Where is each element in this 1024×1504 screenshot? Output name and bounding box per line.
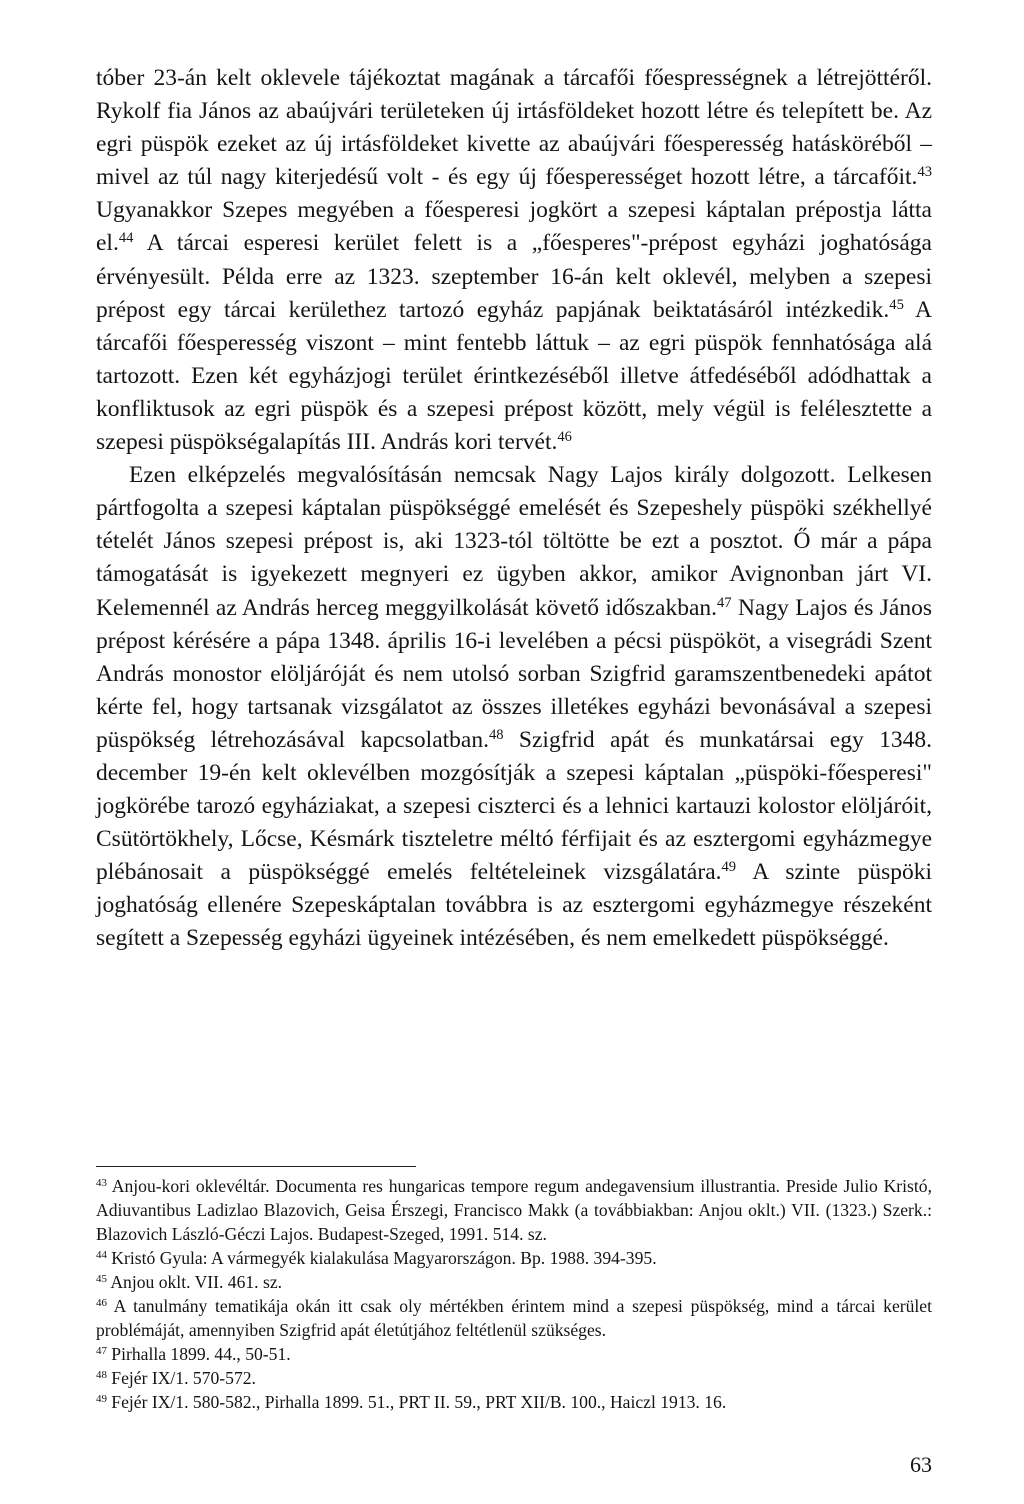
footnote-text: Anjou-kori oklevéltár. Documenta res hungaricas tempore regum andegavensium illustrantia. Preside Julio Kristó, Adiuvantibus Ladizlao Blazovich, Geisa Érszegi, Francisco Makk (a továbbiakban: Anjou oklt.) VII. (1323.) Szerk.: Blazovich László-Géczi Lajos. Budapest-Szeged, 1991. 514. sz. [96,1176,932,1244]
footnote-text: Pirhalla 1899. 44., 50-51. [106,1344,291,1364]
footnote-text: Kristó Gyula: A vármegyék kialakulása Magyarországon. Bp. 1988. 394-395. [106,1248,657,1268]
footnote-46 [96,1294,932,1342]
paragraph-1-text-2: Ugyanakkor Szepes megyében a főesperesi jogkört a szepesi káptalan prépostja látta el. [96,197,932,257]
paragraph-2-text-1: Ezen elképzelés megvalósításán nemcsak Nagy Lajos király dolgozott. Lelkesen pártfogolta a szepesi káptalan püspökséggé emelését és Szepeshely püspöki székhellyé tételét János szepesi prépost is, aki 1323-tól töltötte be ezt a posztot. Ő már a pápa támogatását is igyekezett megnyeri ez ügyben akkor, amikor Avignonban járt VI. Kelemennél az András herceg meggyilkolását követő időszakban. [96,462,932,621]
footnotes [96,1174,932,1414]
footnote-49 [96,1390,932,1414]
footnote-ref-48[interactable]: 48 [488,726,504,743]
footnote-ref-45[interactable]: 45 [889,296,904,313]
footnote-number: 47 [96,1345,107,1357]
footnote-ref-47[interactable]: 47 [717,594,732,611]
footnote-text: Anjou oklt. VII. 461. sz. [106,1272,283,1292]
footnote-44 [96,1246,932,1270]
main-text [96,62,932,956]
footnote-number: 44 [96,1249,107,1261]
footnote-text: Fejér IX/1. 570-572. [106,1368,256,1388]
footnote-ref-43[interactable]: 43 [917,164,932,181]
footnote-ref-46[interactable]: 46 [557,429,572,446]
page-body [96,62,932,956]
footnote-text: A tanulmány tematikája okán itt csak oly mértékben érintem mind a szepesi püspökség, mind a tárcai kerület problémáját, amennyiben Szigfrid apát életútjához feltétlenül szükséges. [96,1296,932,1340]
footnote-divider [96,1166,416,1167]
footnote-text: Fejér IX/1. 580-582., Pirhalla 1899. 51., PRT II. 59., PRT XII/B. 100., Haiczl 1913. 16. [106,1392,727,1412]
paragraph-1-text-3: A tárcai esperesi kerület felett is a „főesperes"-prépost egyházi joghatósága érvényesült. Példa erre az 1323. szeptember 16-án kelt oklevél, melyben a szepesi prépost egy tárcai kerülethez tartozó egyház papjának beiktatásáról intézkedik. [96,230,932,323]
footnote-ref-49[interactable]: 49 [721,859,737,876]
footnote-number: 45 [96,1273,107,1285]
paragraph-1-text-4: A tárcafői főesperesség viszont – mint fentebb láttuk – az egri püspök fennhatósága alá tartozott. Ezen két egyházjogi terület érintkezéséből illetve átfedéséből adódhattak a konfliktusok az egri püspök és a szepesi prépost között, mely végül is felélesztette a szepesi püspökségalapítás III. András kori tervét. [96,296,932,456]
footnote-43 [96,1174,932,1246]
paragraph-2 [96,459,932,955]
paragraph-2-text-2: Nagy Lajos és János prépost kérésére a pápa 1348. április 16-i levelében a pécsi püspököt, a visegrádi Szent András monostor elöljáróját és nem utolsó sorban Szigfrid garamszentbenedeki apátot kérte fel, hogy tartsanak vizsgálatot az összes illetékes egyházi bevonásával a szepesi püspökség létrehozásával kapcsolatban. [96,594,932,753]
footnote-number: 48 [96,1369,107,1381]
paragraph-1-text-1: tóber 23-án kelt oklevele tájékoztat magának a tárcafői főesprességnek a létrejöttéről. Rykolf fia János az abaújvári területeken új irtásföldeket hozott létre és telepített be. Az egri püspök ezeket az új irtásföldeket kivette az abaújvári főesperesség hatásköréből – mivel az túl nagy kiterjedésű volt - és egy új főesperességet hozott létre, a tárcafőit. [96,65,932,191]
footnote-number: 49 [96,1393,107,1405]
footnote-48 [96,1366,932,1390]
paragraph-2-text-3: Szigfrid apát és munkatársai egy 1348. december 19-én kelt oklevélben mozgósítják a szepesi káptalan „püspöki-főesperesi" jogkörébe tarozó egyháziakat, a szepesi ciszterci és a lehnici kartauzi kolostor elöljáróit, Csütörtökhely, Lőcse, Késmárk tiszteletre méltó férfijait és az esztergomi egyházmegye plébánosait a püspökséggé emelés feltételeinek vizsgálatára. [96,726,932,886]
page-number: 63 [910,1452,932,1477]
footnote-number: 46 [96,1297,107,1309]
footnote-45 [96,1270,932,1294]
footnote-47 [96,1342,932,1366]
footnote-ref-44[interactable]: 44 [118,230,134,247]
paragraph-2-text-4: A szinte püspöki joghatóság ellenére Szepeskáptalan továbbra is az esztergomi egyházmegye részeként segített a Szepesség egyházi ügyeinek intézésében, és nem emelkedett püspökséggé. [96,859,932,952]
paragraph-1 [96,62,932,459]
footnote-number: 43 [96,1177,107,1189]
